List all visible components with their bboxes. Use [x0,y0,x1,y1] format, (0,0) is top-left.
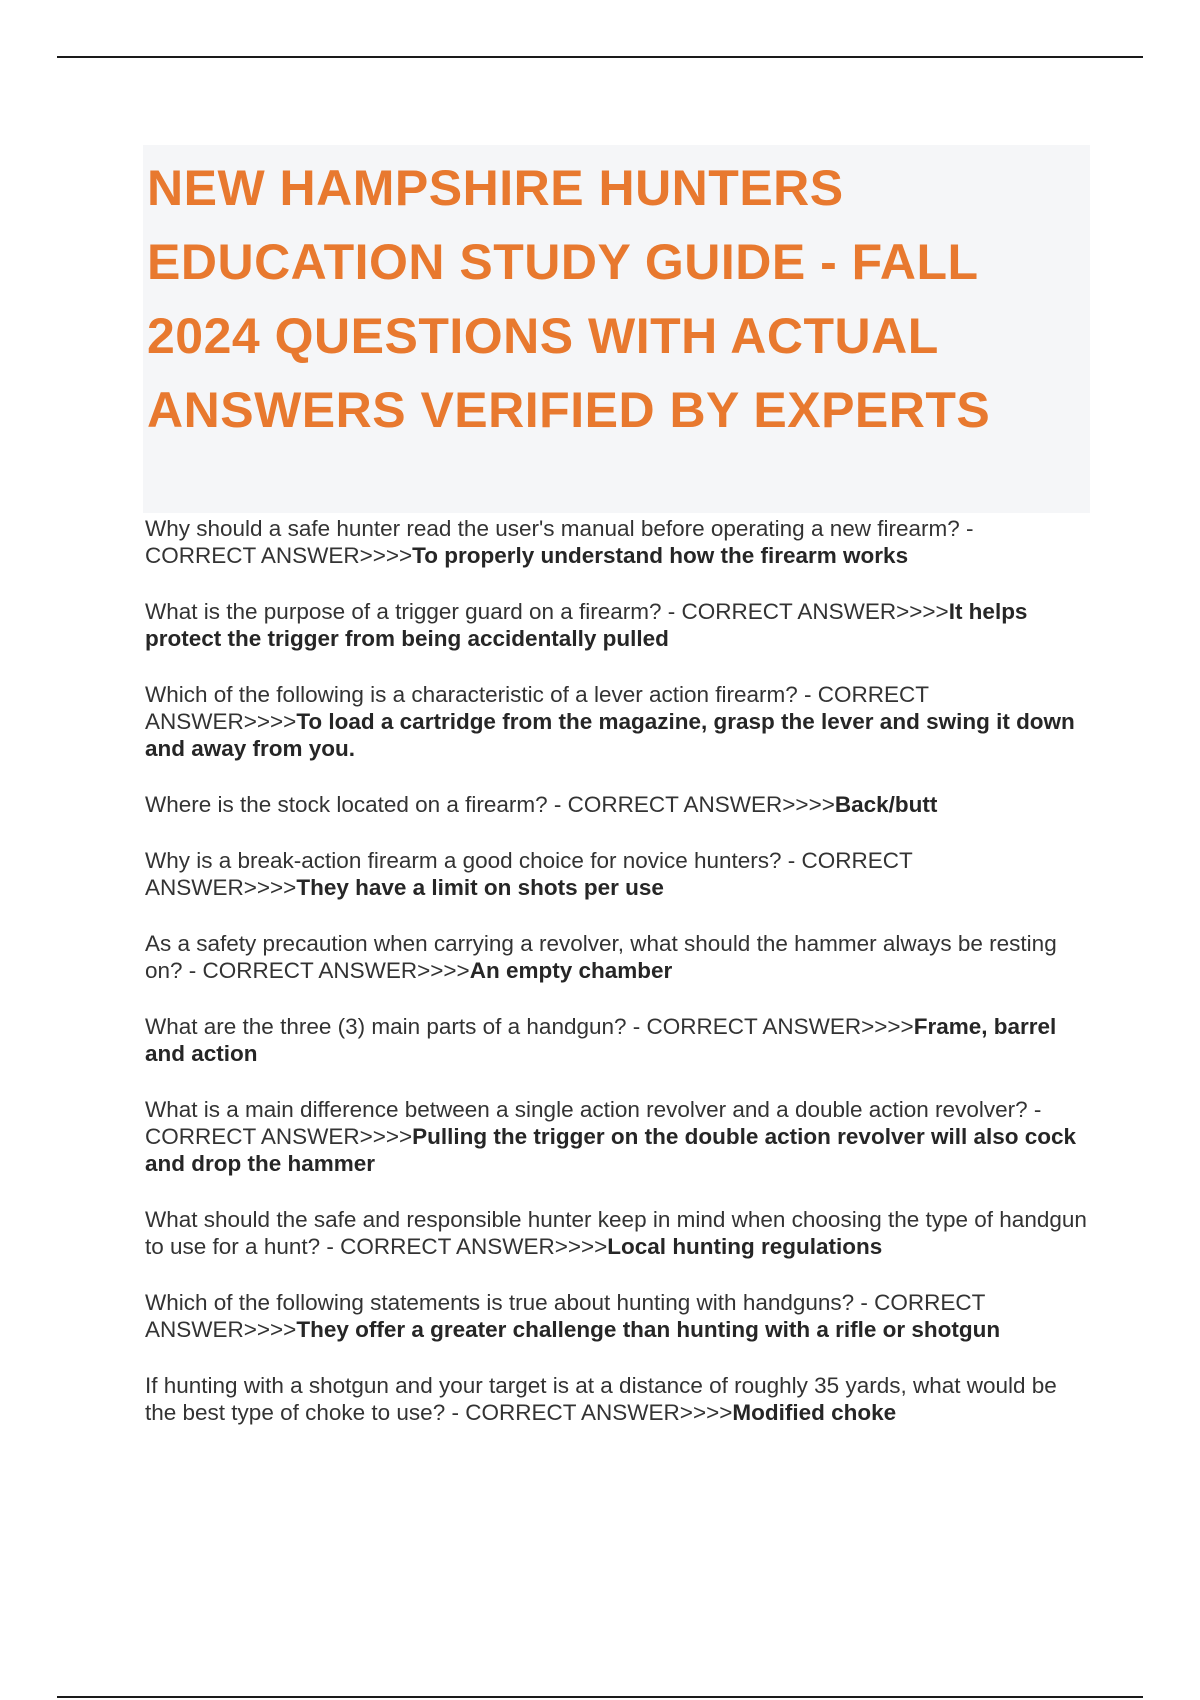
answer-text: Back/butt [834,792,938,817]
qa-item [145,681,1090,762]
answer-text: Modified choke [732,1400,897,1425]
bottom-rule [57,1696,1143,1698]
question-text: If hunting with a shotgun and your target is at a distance of roughly 35 yards, what would be the best type of choke to use? - CORRECT ANSWER>>>> [145,1373,1057,1425]
qa-item [145,598,1090,652]
qa-item [145,847,1090,901]
qa-item [145,791,1090,818]
answer-text: It helps protect the trigger from being accidentally pulled [145,599,1028,651]
qa-item [145,1013,1090,1067]
qa-item [145,1289,1090,1343]
question-text: Which of the following statements is true about hunting with handguns? - CORRECT ANSWER>>>> [145,1290,986,1342]
answer-text: Local hunting regulations [607,1234,883,1259]
question-text: What is a main difference between a single action revolver and a double action revolver? - CORRECT ANSWER>>>> [145,1097,1042,1149]
qa-item [145,515,1090,569]
question-text: Why is a break-action firearm a good choice for novice hunters? - CORRECT ANSWER>>>> [145,848,913,900]
question-text: What should the safe and responsible hunter keep in mind when choosing the type of handgun to use for a hunt? - CORRECT ANSWER>>>> [145,1207,1087,1259]
answer-text: Pulling the trigger on the double action revolver will also cock and drop the hammer [145,1124,1077,1176]
answer-text: To load a cartridge from the magazine, grasp the lever and swing it down and away from you. [145,709,1075,761]
qa-item [145,1096,1090,1177]
question-text: Which of the following is a characteristic of a lever action firearm? - CORRECT ANSWER>>>> [145,682,929,734]
qa-item [145,1206,1090,1260]
title-block [143,145,1090,513]
answer-text: An empty chamber [469,958,673,983]
top-rule [57,56,1143,58]
answer-text: They have a limit on shots per use [296,875,664,900]
document-title: NEW HAMPSHIRE HUNTERS EDUCATION STUDY GUIDE - FALL 2024 QUESTIONS WITH ACTUAL ANSWERS VERIFIED BY EXPERTS [147,160,991,438]
answer-text: Frame, barrel and action [145,1014,1057,1066]
question-text: What are the three (3) main parts of a handgun? - CORRECT ANSWER>>>> [145,1014,914,1039]
question-text: Why should a safe hunter read the user's manual before operating a new firearm? - CORRECT ANSWER>>>> [145,516,974,568]
answer-text: To properly understand how the firearm works [412,543,909,568]
answer-text: They offer a greater challenge than hunting with a rifle or shotgun [296,1317,1001,1342]
question-text: What is the purpose of a trigger guard on a firearm? - CORRECT ANSWER>>>> [145,599,949,624]
qa-item [145,1372,1090,1426]
question-text: Where is the stock located on a firearm? - CORRECT ANSWER>>>> [145,792,835,817]
qa-item [145,930,1090,984]
question-text: As a safety precaution when carrying a revolver, what should the hammer always be resting on? - CORRECT ANSWER>>>> [145,931,1057,983]
qa-list [145,515,1090,1455]
